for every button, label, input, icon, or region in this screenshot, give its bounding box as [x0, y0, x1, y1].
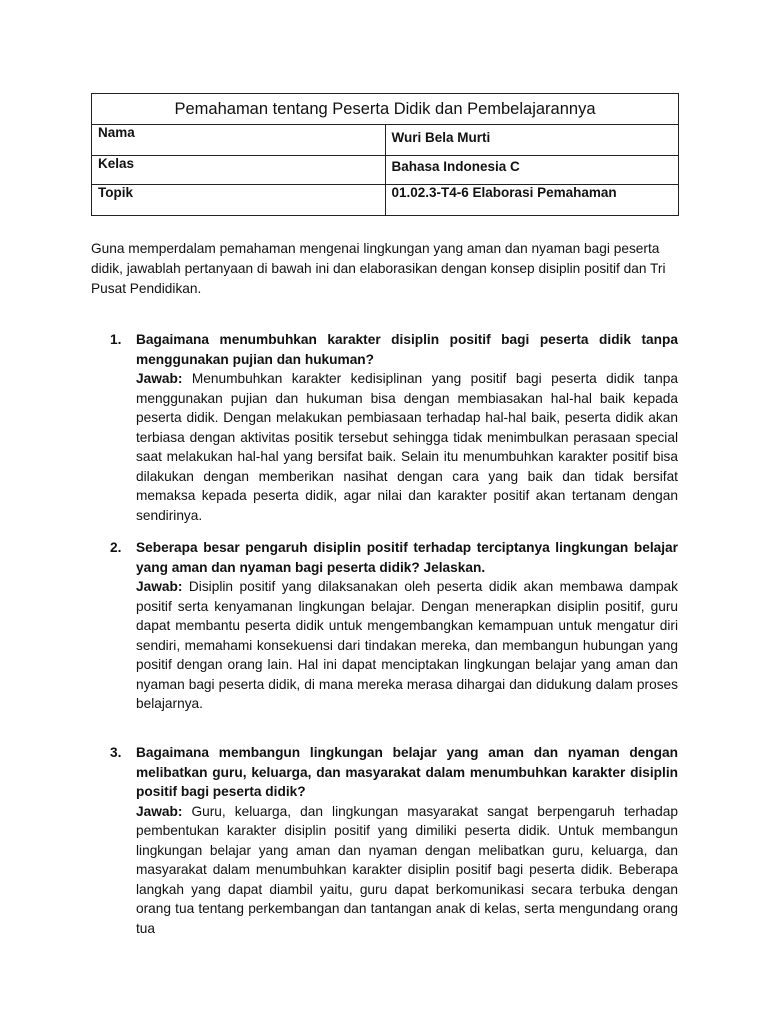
- question-number: 3.: [110, 745, 122, 760]
- name-label: Nama: [92, 125, 386, 156]
- class-value: Bahasa Indonesia C: [385, 156, 679, 185]
- answer-paragraph: [136, 802, 678, 939]
- question-item-1: [110, 330, 678, 525]
- question-number: 1.: [110, 332, 122, 347]
- answer-label: Jawab:: [136, 803, 183, 819]
- intro-paragraph: Guna memperdalam pemahaman mengenai lingkungan yang aman dan nyaman bagi peserta didik, jawablah pertanyaan di bawah ini dan elaborasikan dengan konsep disiplin positif dan Tri Pusat Pendidikan.: [91, 241, 666, 296]
- class-label: Kelas: [92, 156, 386, 185]
- answer-text: Guru, keluarga, dan lingkungan masyarakat sangat berpengaruh terhadap pembentukan karakter disiplin positif yang dimiliki peserta didik. Untuk membangun lingkungan belajar yang aman dan nyaman dengan melibatkan guru, keluarga, dan masyarakat dalam menumbuhkan karakter disiplin positif bagi peserta didik. Beberapa langkah yang dapat diambil yaitu, guru dapat berkomunikasi secara terbuka dengan orang tua tentang perkembangan dan tantangan anak di kelas, serta mengundang orang tua: [136, 803, 678, 936]
- table-row: [92, 185, 679, 216]
- answer-label: Jawab:: [136, 371, 183, 386]
- question-item-3: [110, 743, 678, 938]
- header-table: [91, 93, 679, 216]
- table-row: [92, 125, 679, 156]
- document-title: Pemahaman tentang Peserta Didik dan Pembelajarannya: [92, 94, 679, 125]
- answer-paragraph: [136, 577, 678, 714]
- answer-paragraph: [136, 369, 678, 525]
- table-row: [92, 156, 679, 185]
- question-item-2: [110, 538, 678, 714]
- name-value: Wuri Bela Murti: [385, 125, 679, 156]
- question-text: Seberapa besar pengaruh disiplin positif terhadap terciptanya lingkungan belajar yang aman dan nyaman bagi peserta didik? Jelaskan.: [136, 540, 678, 575]
- topic-value: 01.02.3-T4-6 Elaborasi Pemahaman: [385, 185, 679, 216]
- answer-text: Menumbuhkan karakter kedisiplinan yang positif bagi peserta didik tanpa menggunakan pujian dan hukuman bisa dengan membiasakan hal-hal baik kepada peserta didik. Dengan melakukan pembiasaan terhadap hal-hal baik, peserta didik akan terbiasa dengan aktivitas positik tersebut sehingga tidak menimbulkan perasaan special saat melakukan hal-hal yang bersifat baik. Selain itu menumbuhkan karakter positif bisa dilakukan dengan memberikan nasihat dengan cara yang baik dan tidak bersifat memaksa kepada peserta didik, agar nilai dan karakter positif akan tertanam dengan sendirinya.: [136, 371, 678, 523]
- answer-text: Disiplin positif yang dilaksanakan oleh peserta didik akan membawa dampak positif serta kenyamanan lingkungan belajar. Dengan menerapkan disiplin positif, guru dapat membantu peserta didik untuk mengembangkan kemampuan untuk mengatur diri sendiri, memahami konsekuensi dari tindakan mereka, dan membangun hubungan yang positif dengan orang lain. Hal ini dapat menciptakan lingkungan belajar yang aman dan nyaman bagi peserta didik, di mana mereka merasa dihargai dan didukung dalam proses belajarnya.: [136, 579, 678, 711]
- question-text: Bagaimana menumbuhkan karakter disiplin positif bagi peserta didik tanpa menggunakan pujian dan hukuman?: [136, 332, 678, 367]
- question-number: 2.: [110, 540, 122, 555]
- answer-label: Jawab:: [136, 579, 183, 594]
- question-text: Bagaimana membangun lingkungan belajar yang aman dan nyaman dengan melibatkan guru, keluarga, dan masyarakat dalam menumbuhkan karakter disiplin positif bagi peserta didik?: [136, 745, 678, 799]
- topic-label: Topik: [92, 185, 386, 216]
